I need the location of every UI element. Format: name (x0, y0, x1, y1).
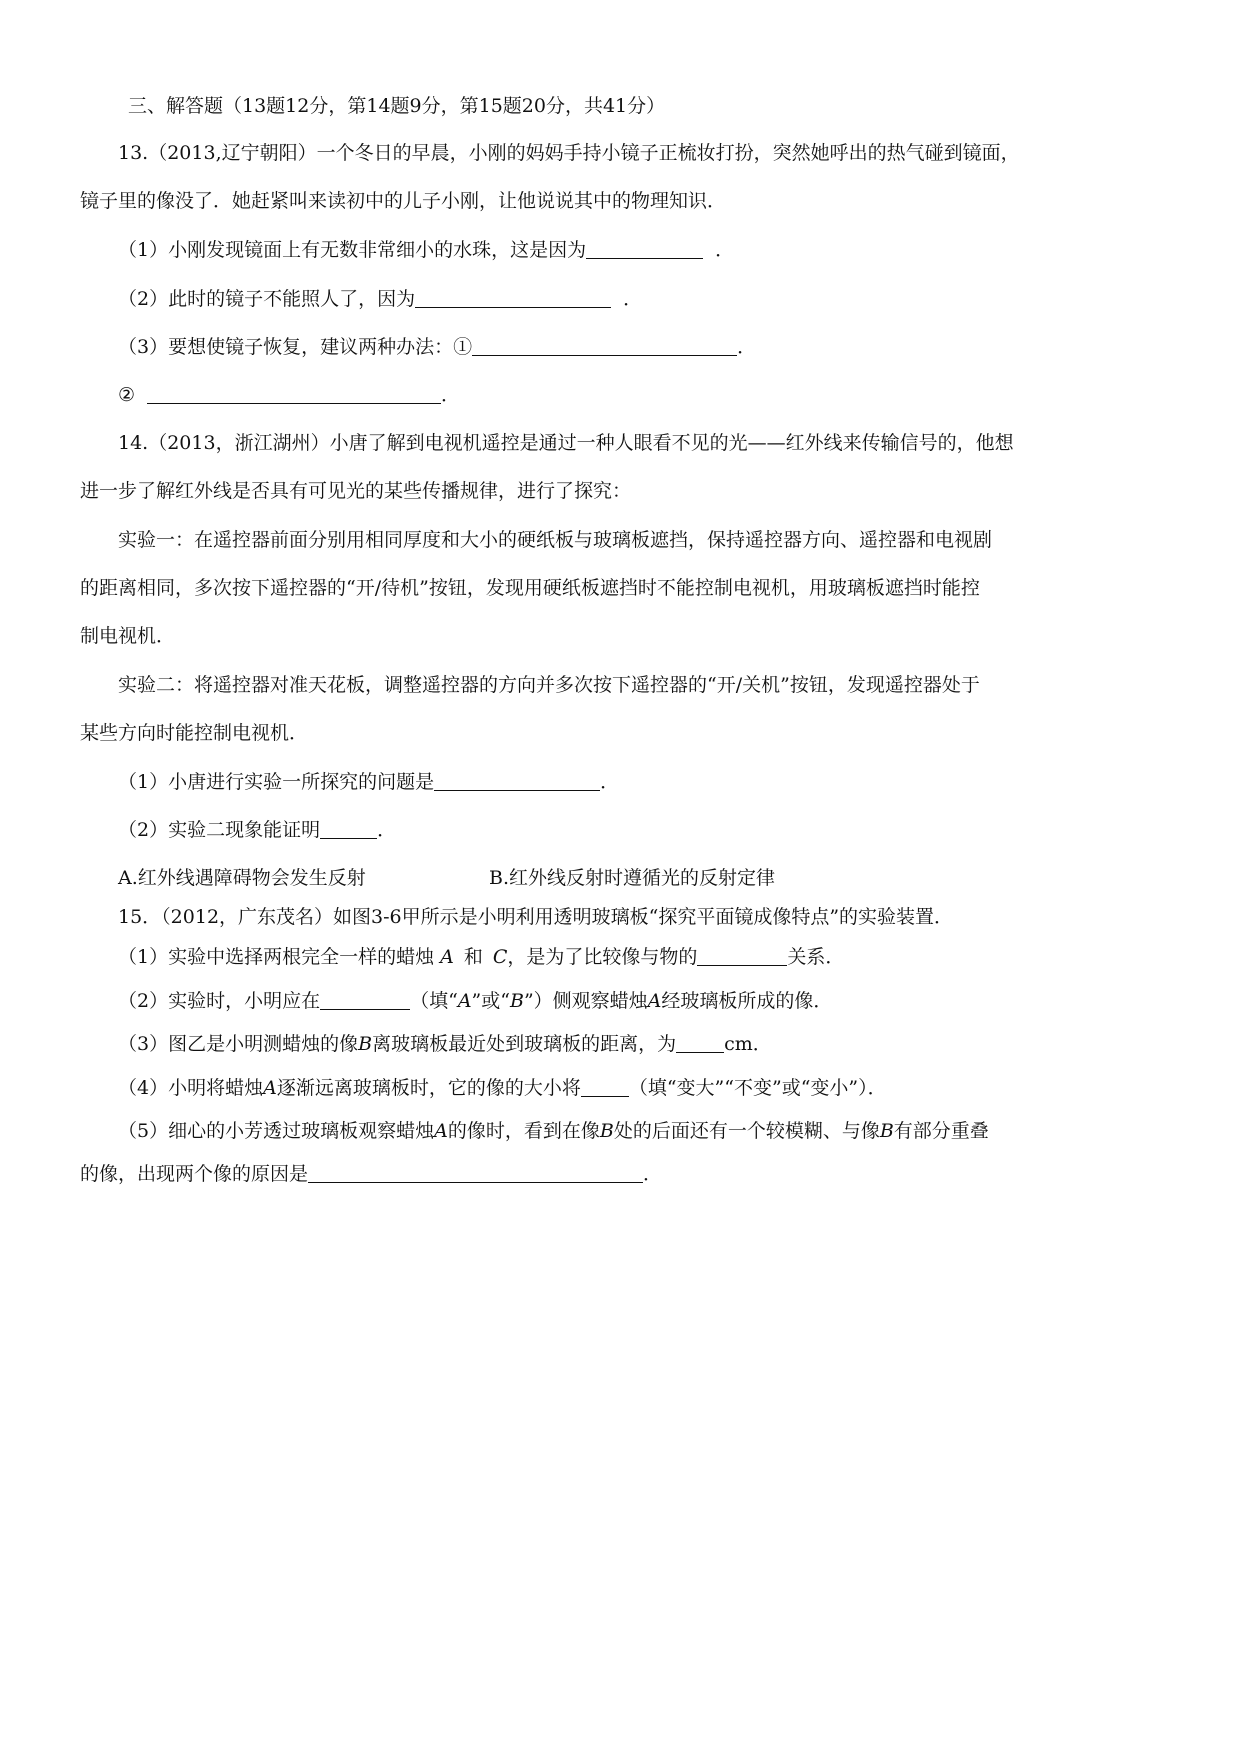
q15-part-5-line-1 (118, 1117, 989, 1145)
q14-part-1 (118, 768, 619, 796)
q13-part-3-text: （3）要想使镜子恢复，建议两种办法：① (118, 336, 473, 358)
q14-part-1-text: （1）小唐进行实验一所探究的问题是 (118, 771, 435, 793)
q15-part-5-line-2 (80, 1160, 662, 1188)
q15-part-5-text-a: （5）细心的小芳透过玻璃板观察蜡烛 (118, 1120, 435, 1142)
q13-part-3-period: ． (737, 336, 757, 358)
q14-exp2-line-1: 实验二：将遥控器对准天花板，调整遥控器的方向并多次按下遥控器的“开/关机”按钮，发现遥控器处于 (118, 674, 980, 696)
q15-part-2 (118, 987, 832, 1015)
q15-part-5-text-e: 的像，出现两个像的原因是 (80, 1163, 309, 1185)
q14-part-2-period: ． (377, 819, 397, 841)
q13-part-3-period-2: ． (441, 384, 461, 406)
q15-part-5-text-d: 有部分重叠 (893, 1120, 989, 1142)
q13-part-3-method-2 (118, 381, 460, 409)
q15-part-1-text-b: 和 (463, 946, 483, 968)
q15-part-4 (118, 1074, 887, 1102)
q14-exp1-line-1: 实验一：在遥控器前面分别用相同厚度和大小的硬纸板与玻璃板遮挡，保持遥控器方向、遥控器和电视剧 (118, 529, 993, 551)
q14-part-1-blank[interactable] (434, 770, 600, 791)
q15-part-4-var-a: A (263, 1077, 277, 1099)
q13-stem-line-2: 镜子里的像没了．她赶紧叫来读初中的儿子小刚，让他说说其中的物理知识． (80, 190, 727, 212)
q13-part-1-blank[interactable] (586, 238, 703, 259)
q15-part-4-blank[interactable] (581, 1076, 629, 1097)
q15-part-5-var-b: B (599, 1120, 614, 1142)
q13-part-2-period: ． (623, 288, 643, 310)
q13-circle-2: ② (118, 384, 136, 406)
q13-stem-line-1: 13.（2013,辽宁朝阳）一个冬日的早晨，小刚的妈妈手持小镜子正梳妆打扮，突然她呼出的热气碰到镜面， (118, 142, 1020, 164)
q13-part-1-period: ． (715, 239, 735, 261)
q14-option-a: A.红外线遇障碍物会发生反射 (118, 867, 366, 889)
q15-part-1 (118, 943, 844, 971)
q15-part-4-text-c: （填“变大”“不变”或“变小”）． (628, 1077, 887, 1099)
q15-part-1-text-d: 关系． (787, 946, 845, 968)
q13-part-3-blank-1[interactable] (472, 335, 737, 356)
q14-exp2-line-2: 某些方向时能控制电视机． (80, 722, 309, 744)
q15-part-2-text-c: ”或“ (471, 990, 510, 1012)
q14-part-2-text: （2）实验二现象能证明 (118, 819, 321, 841)
q15-part-5-text-b: 的像时，看到在像 (447, 1120, 600, 1142)
q15-part-5-var-a: A (434, 1120, 448, 1142)
q15-part-5-blank[interactable] (308, 1162, 643, 1183)
q15-part-3-var-b: B (358, 1033, 373, 1055)
q14-stem-line-2: 进一步了解红外线是否具有可见光的某些传播规律，进行了探究： (80, 480, 632, 502)
q13-part-2-text: （2）此时的镜子不能照人了，因为 (118, 288, 416, 310)
q15-part-2-text-a: （2）实验时，小明应在 (118, 990, 321, 1012)
q15-part-2-var-a: A (457, 990, 472, 1012)
q15-part-2-blank[interactable] (320, 989, 410, 1010)
q14-stem-line-1: 14.（2013，浙江湖州）小唐了解到电视机遥控是通过一种人眼看不见的光——红外线来传输信号的，他想 (118, 432, 1014, 454)
q15-stem: 15．（2012，广东茂名）如图3-6甲所示是小明利用透明玻璃板“探究平面镜成像特点”的实验装置． (118, 906, 954, 928)
q14-part-2-blank[interactable] (320, 818, 377, 839)
q15-part-1-text-c: ，是为了比较像与物的 (507, 946, 698, 968)
q15-part-5-var-b2: B (879, 1120, 894, 1142)
q15-part-5-period: ． (643, 1163, 663, 1185)
q14-option-b: B.红外线反射时遵循光的反射定律 (489, 867, 776, 889)
q14-exp1-line-2: 的距离相同，多次按下遥控器的“开/待机”按钮，发现用硬纸板遮挡时不能控制电视机，用玻璃板遮挡时能控 (80, 577, 980, 599)
q15-part-2-text-d: ”）侧观察蜡烛 (523, 990, 648, 1012)
q15-part-5-text-c: 处的后面还有一个较模糊、与像 (613, 1120, 880, 1142)
q15-part-4-text-a: （4）小明将蜡烛 (118, 1077, 264, 1099)
q14-part-1-period: ． (600, 771, 620, 793)
q15-part-3-text-b: 离玻璃板最近处到玻璃板的距离，为 (372, 1033, 677, 1055)
q15-part-3 (118, 1030, 772, 1058)
q15-part-4-text-b: 逐渐远离玻璃板时，它的像的大小将 (276, 1077, 581, 1099)
q15-part-2-var-a2: A (647, 990, 662, 1012)
q13-part-1 (118, 236, 734, 264)
q15-part-1-text-a: （1）实验中选择两根完全一样的蜡烛 (118, 946, 435, 968)
q13-part-2 (118, 285, 642, 313)
q15-var-c: C (492, 946, 508, 968)
q15-var-a: A (440, 946, 454, 968)
q15-part-2-text-b: （填“ (410, 990, 458, 1012)
q13-part-3 (118, 333, 756, 361)
section-header: 三、解答题（13题12分，第14题9分，第15题20分，共41分） (128, 95, 666, 117)
q13-part-3-blank-2[interactable] (147, 383, 441, 404)
q15-part-3-text-c: cm． (724, 1033, 772, 1055)
q15-part-3-blank[interactable] (676, 1032, 724, 1053)
q13-part-2-blank[interactable] (415, 287, 611, 308)
q14-part-2 (118, 816, 396, 844)
q15-part-1-blank[interactable] (697, 945, 787, 966)
q15-part-3-text-a: （3）图乙是小明测蜡烛的像 (118, 1033, 359, 1055)
q14-exp1-line-3: 制电视机． (80, 625, 176, 647)
q13-part-1-text: （1）小刚发现镜面上有无数非常细小的水珠，这是因为 (118, 239, 587, 261)
q15-part-2-text-e: 经玻璃板所成的像． (661, 990, 833, 1012)
q15-part-2-var-b: B (509, 990, 524, 1012)
